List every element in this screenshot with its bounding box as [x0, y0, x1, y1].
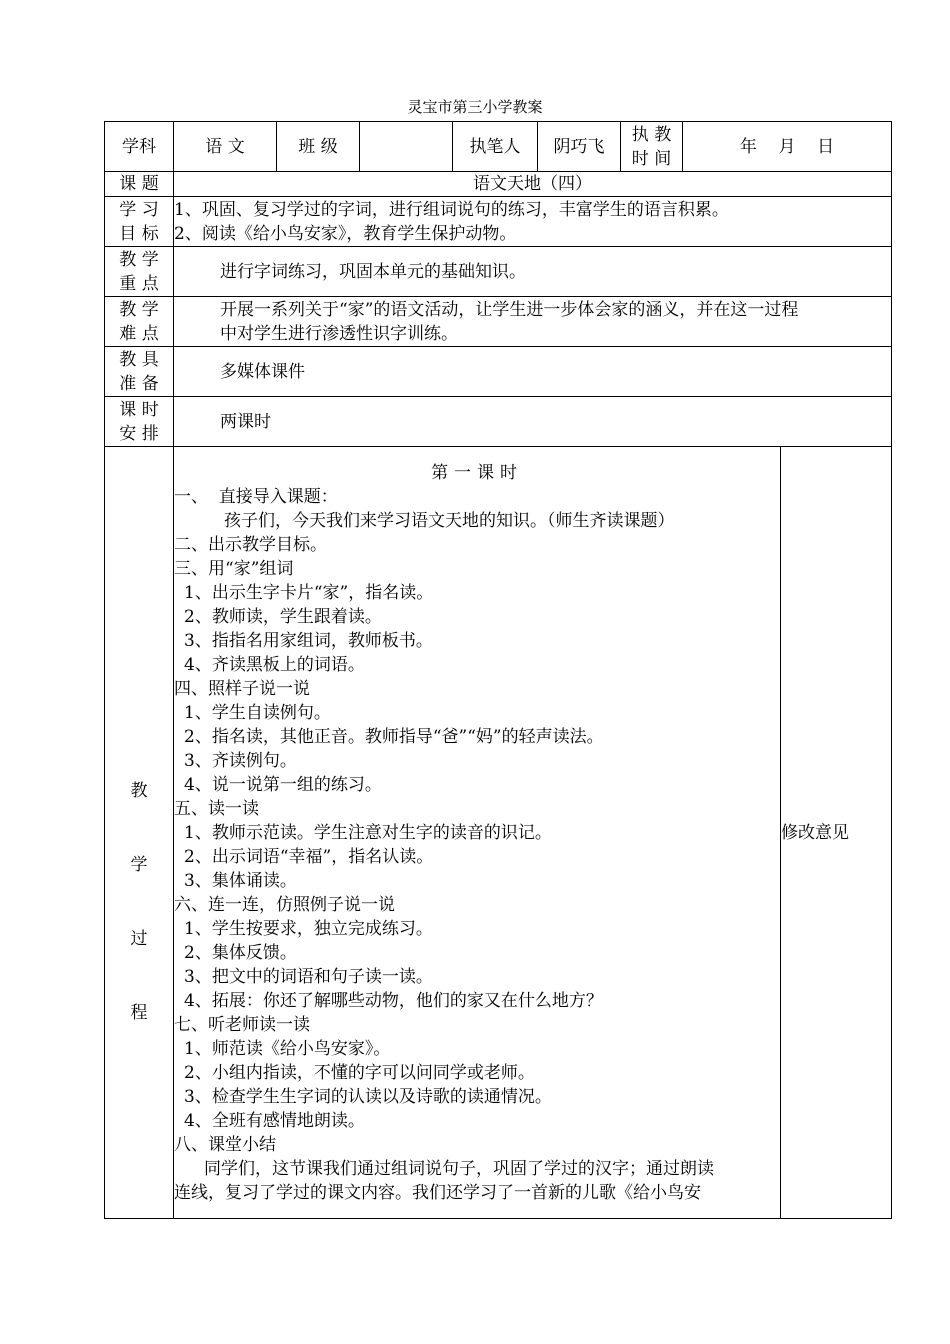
summary-text-line2: 连线，复习了学过的课文内容。我们还学习了一首新的儿歌《给小鸟安 — [174, 1182, 701, 1203]
section-heading: 五、读一读 — [174, 798, 259, 819]
header-row — [105, 122, 892, 172]
list-item: 2、出示词语“幸福”，指名认读。 — [184, 846, 434, 867]
list-item: 2、指名读，其他正音。教师指导“爸”“妈”的轻声读法。 — [184, 726, 604, 747]
section-heading: 一、 直接导入课题： — [174, 486, 338, 507]
schedule-label-line2: 安 排 — [119, 423, 159, 444]
schedule-row — [105, 397, 892, 447]
list-item: 4、全班有感情地朗读。 — [184, 1110, 365, 1131]
class-label: 班 级 — [277, 122, 360, 172]
key-points-label-line2: 重 点 — [119, 273, 159, 294]
goal-item: 2、阅读《给小鸟安家》，教育学生保护动物。 — [174, 223, 517, 244]
lesson-label: 课 题 — [105, 172, 174, 197]
process-side-char: 程 — [130, 1002, 148, 1023]
subject-label: 学科 — [105, 122, 174, 172]
list-item: 3、指指名用家组词，教师板书。 — [184, 630, 433, 651]
section-heading: 八、课堂小结 — [174, 1134, 276, 1155]
list-item: 1、出示生字卡片“家”，指名读。 — [184, 582, 434, 603]
list-item: 1、学生按要求，独立完成练习。 — [184, 918, 433, 939]
list-item: 4、拓展：你还了解哪些动物，他们的家又在什么地方？ — [184, 990, 603, 1011]
schedule-label-line1: 课 时 — [119, 399, 159, 420]
date-label-line2: 时 间 — [631, 148, 672, 169]
author-label: 执笔人 — [453, 122, 538, 172]
process-side-char: 教 — [130, 780, 148, 801]
lesson-row — [105, 172, 892, 197]
process-row — [105, 447, 892, 1219]
process-side-label — [105, 447, 174, 1219]
revision-notes-cell[interactable] — [781, 447, 892, 1219]
process-title: 第一课时 — [431, 462, 523, 483]
summary-text-line1: 同学们，这节课我们通过组词说句子，巩固了学过的汉字；通过朗读 — [204, 1158, 714, 1179]
section-heading: 六、连一连，仿照例子说一说 — [174, 894, 395, 915]
process-side-char: 学 — [130, 854, 148, 875]
list-item: 1、教师示范读。学生注意对生字的读音的识记。 — [184, 822, 552, 843]
difficulties-row — [105, 297, 892, 347]
list-item: 2、小组内指读，不懂的字可以问同学或老师。 — [184, 1062, 535, 1083]
tools-row — [105, 347, 892, 397]
goals-label — [105, 197, 174, 247]
tools-label-line2: 准 备 — [119, 373, 159, 394]
difficulties-line2: 中对学生进行渗透性识字训练。 — [220, 323, 458, 344]
schedule-value: 两课时 — [174, 397, 892, 447]
page-header-title: 灵宝市第三小学教案 — [407, 98, 543, 116]
goals-label-line1: 学 习 — [119, 199, 159, 220]
tools-label — [105, 347, 174, 397]
goals-label-line2: 目 标 — [119, 223, 159, 244]
list-item: 3、检查学生生字词的认读以及诗歌的读通情况。 — [184, 1086, 552, 1107]
section-heading: 三、用“家”组词 — [174, 558, 294, 579]
key-points-value: 进行字词练习，巩固本单元的基础知识。 — [174, 247, 892, 297]
date-value: 年 月 日 — [683, 122, 892, 172]
author-value: 阴巧飞 — [538, 122, 621, 172]
date-label-line1: 执 教 — [631, 124, 672, 145]
difficulties-value — [174, 297, 892, 347]
difficulties-label-line1: 教 学 — [119, 299, 159, 320]
tools-value: 多媒体课件 — [174, 347, 892, 397]
list-item: 1、学生自读例句。 — [184, 702, 331, 723]
revision-notes-label: 修改意见 — [781, 822, 849, 843]
list-item: 3、集体诵读。 — [184, 870, 297, 891]
list-item: 3、齐读例句。 — [184, 750, 297, 771]
difficulties-label-line2: 难 点 — [119, 323, 159, 344]
process-side-char: 过 — [130, 928, 148, 949]
subject-value: 语 文 — [174, 122, 277, 172]
key-points-label — [105, 247, 174, 297]
list-item: 3、把文中的词语和句子读一读。 — [184, 966, 433, 987]
section-text: 孩子们，今天我们来学习语文天地的知识。（师生齐读课题） — [224, 510, 675, 531]
list-item: 2、集体反馈。 — [184, 942, 297, 963]
section-heading: 二、出示教学目标。 — [174, 534, 327, 555]
list-item: 4、说一说第一组的练习。 — [184, 774, 382, 795]
schedule-label — [105, 397, 174, 447]
list-item: 4、齐读黑板上的词语。 — [184, 654, 365, 675]
section-heading: 七、听老师读一读 — [174, 1014, 310, 1035]
difficulties-line1: 开展一系列关于“家”的语文活动，让学生进一步体会家的涵义，并在这一过程 — [220, 299, 799, 320]
key-points-row — [105, 247, 892, 297]
key-points-label-line1: 教 学 — [119, 249, 159, 270]
lesson-value: 语文天地（四） — [174, 172, 892, 197]
tools-label-line1: 教 具 — [119, 349, 159, 370]
process-content — [174, 447, 781, 1219]
goals-row — [105, 197, 892, 247]
class-value — [360, 122, 453, 172]
list-item: 2、教师读，学生跟着读。 — [184, 606, 382, 627]
lesson-plan-table — [104, 121, 892, 1219]
list-item: 1、师范读《给小鸟安家》。 — [184, 1038, 391, 1059]
section-heading: 四、照样子说一说 — [174, 678, 310, 699]
difficulties-label — [105, 297, 174, 347]
goal-item: 1、巩固、复习学过的字词，进行组词说句的练习，丰富学生的语言积累。 — [174, 199, 729, 220]
date-label — [621, 122, 683, 172]
goals-value — [174, 197, 892, 247]
